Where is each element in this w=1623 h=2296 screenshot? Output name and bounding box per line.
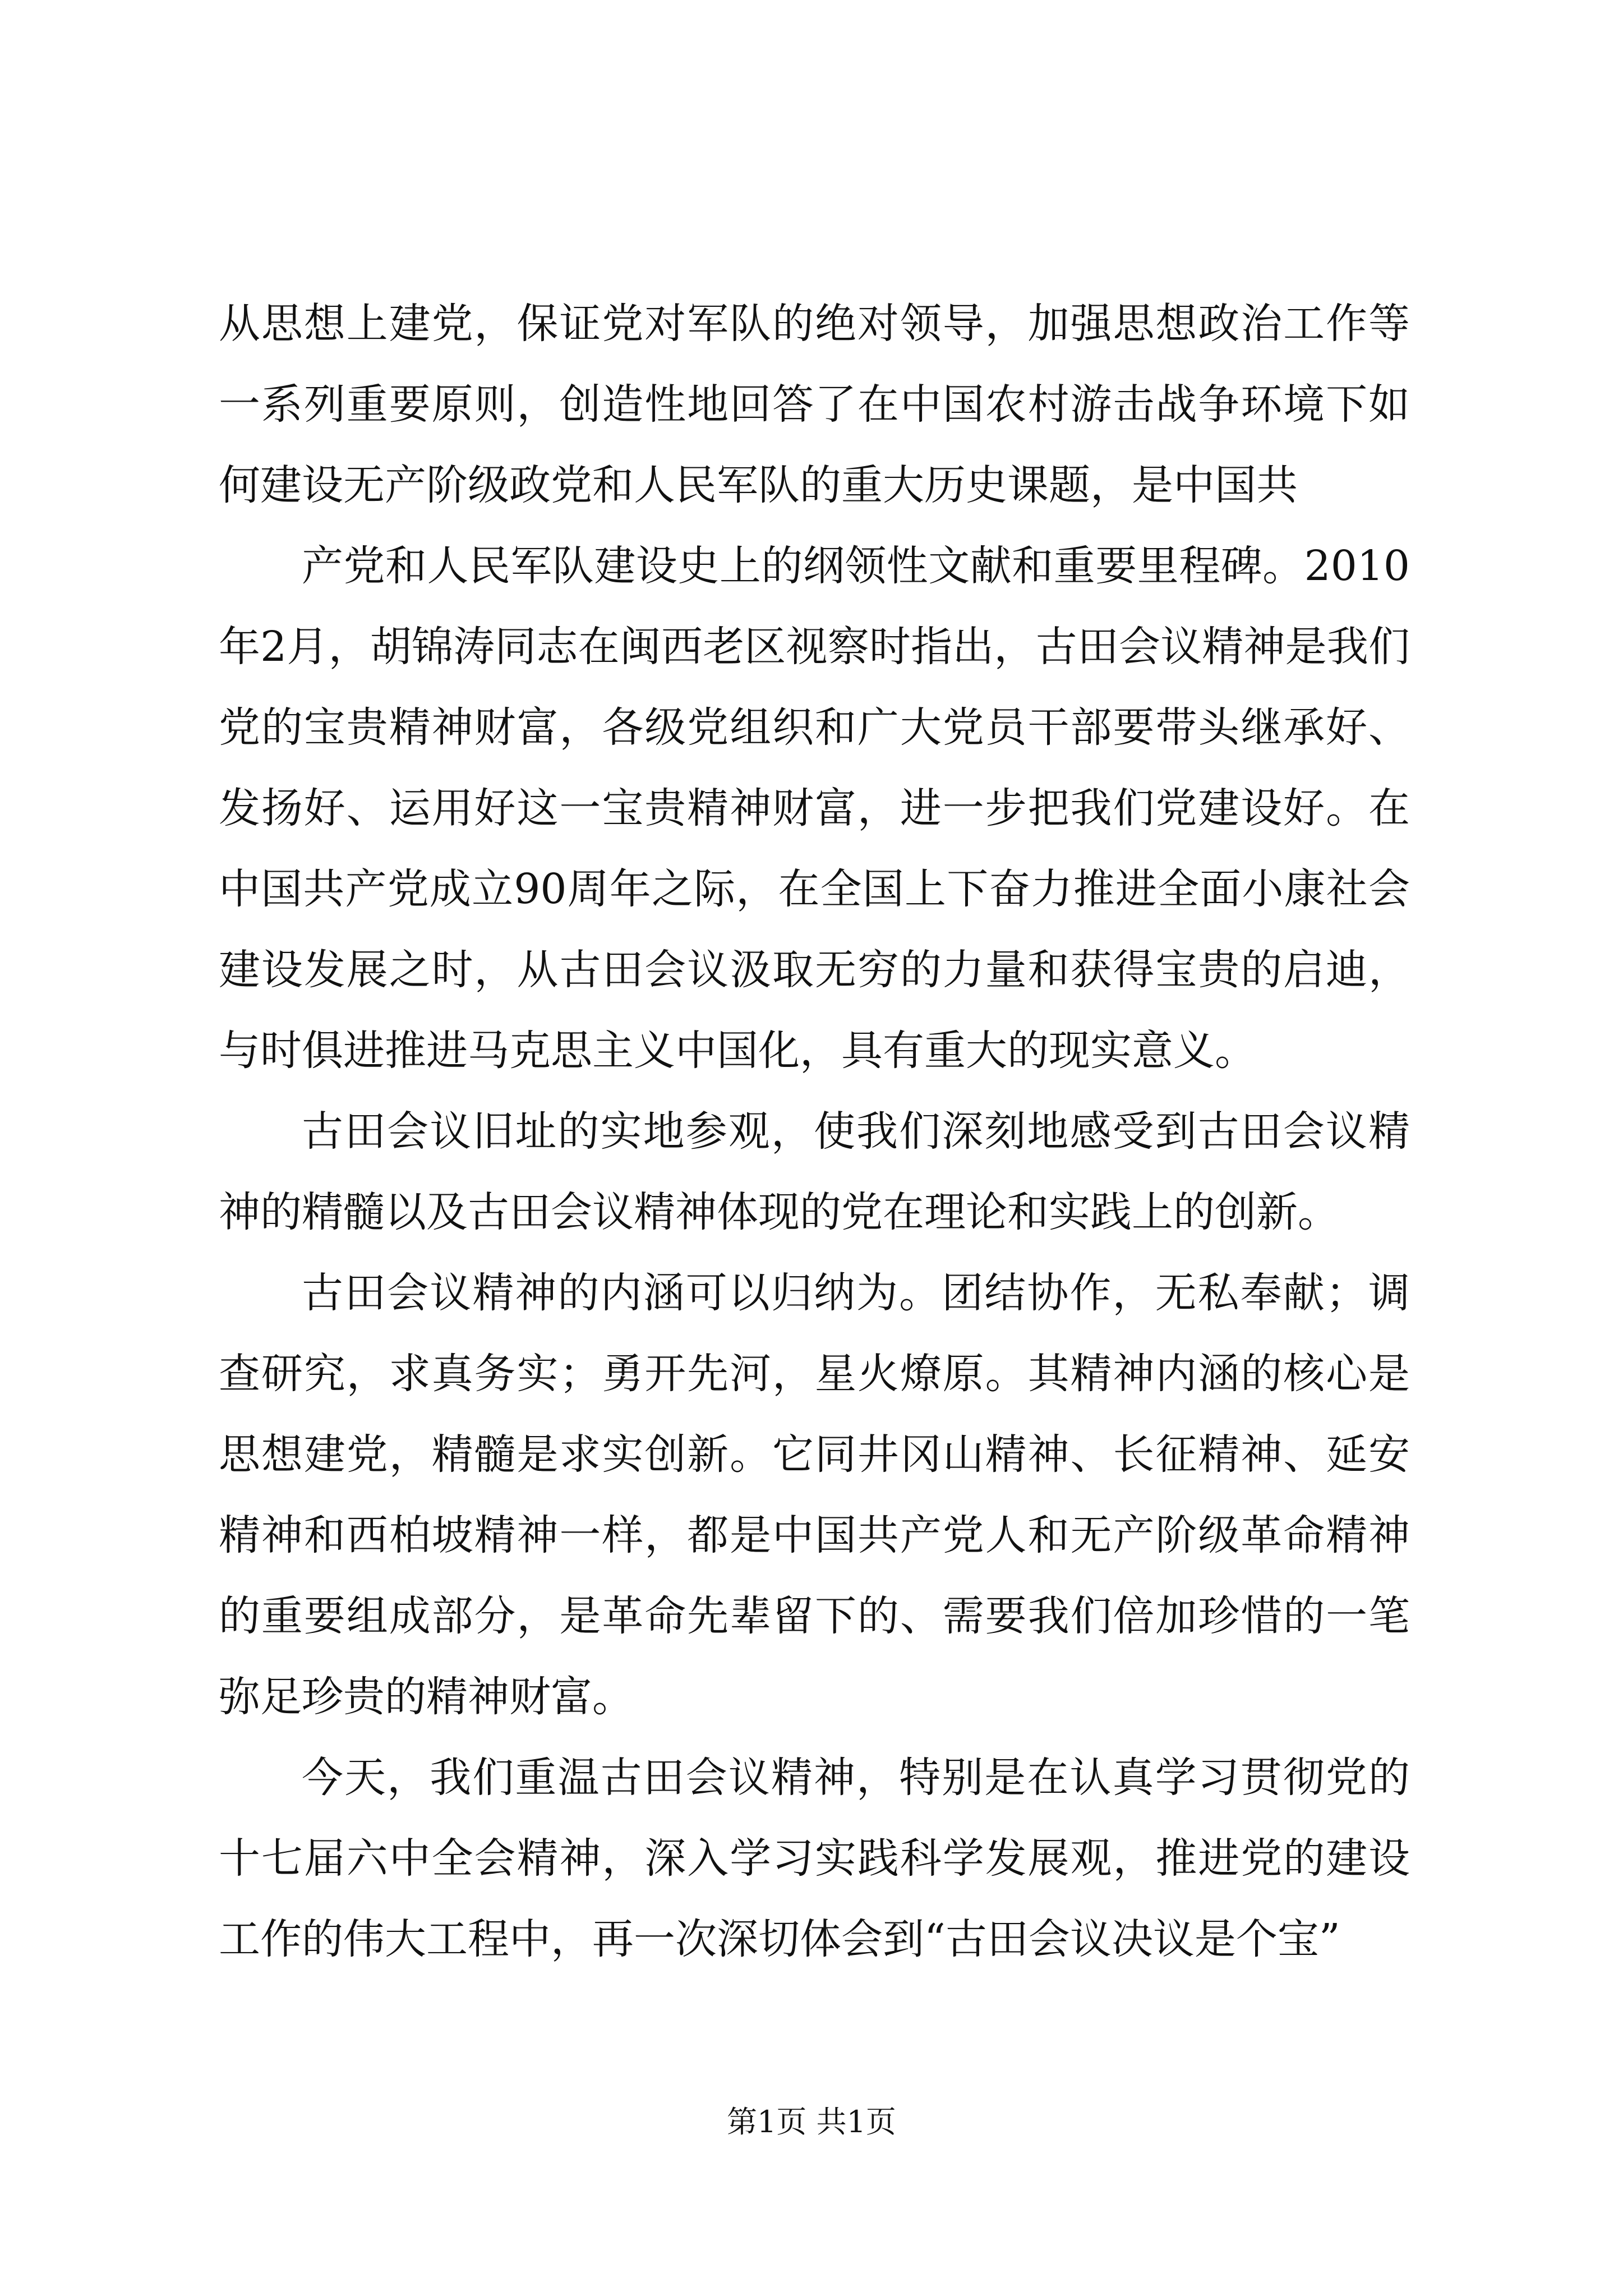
paragraph-1: 从思想上建党，保证党对军队的绝对领导，加强思想政治工作等一系列重要原则，创造性地回答了在中国农村游击战争环境下如何建设无产阶级政党和人民军队的重大历史课题，是中国共 xyxy=(219,300,1410,509)
paragraph-2: 产党和人民军队建设史上的纲领性文献和重要里程碑。2010年2月，胡锦涛同志在闽西老区视察时指出，古田会议精神是我们党的宝贵精神财富，各级党组织和广大党员干部要带头继承好、发扬好、运用好这一宝贵精神财富，进一步把我们党建设好。在中国共产党成立90周年之际，在全国上下奋力推进全面小康社会建设发展之时，从古田会议汲取无穷的力量和获得宝贵的启迪，与时俱进推进马克思主义中国化，具有重大的现实意义。 xyxy=(219,542,1410,1075)
paragraph-4: 古田会议精神的内涵可以归纳为。团结协作，无私奉献；调查研究，求真务实；勇开先河，星火燎原。其精神内涵的核心是思想建党，精髓是求实创新。它同井冈山精神、长征精神、延安精神和西柏坡精神一样，都是中国共产党人和无产阶级革命精神的重要组成部分，是革命先辈留下的、需要我们倍加珍惜的一笔弥足珍贵的精神财富。 xyxy=(219,1269,1410,1721)
paragraph-5: 今天，我们重温古田会议精神，特别是在认真学习贯彻党的十七届六中全会精神，深入学习实践科学发展观，推进党的建设工作的伟大工程中，再一次深切体会到“古田会议决议是个宝” xyxy=(219,1754,1410,1963)
page-footer: 第1页 共1页 xyxy=(727,2104,896,2139)
paragraph-3: 古田会议旧址的实地参观，使我们深刻地感受到古田会议精神的精髓以及古田会议精神体现的党在理论和实践上的创新。 xyxy=(219,1107,1410,1236)
document-body xyxy=(219,283,1410,1980)
